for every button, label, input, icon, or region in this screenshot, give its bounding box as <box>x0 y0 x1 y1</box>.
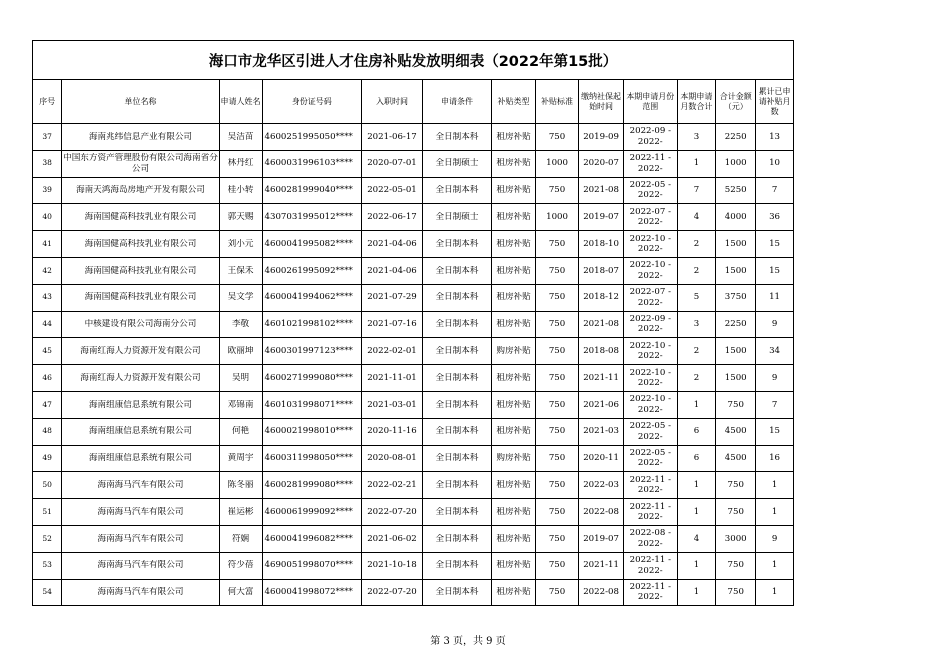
cell-seq: 47 <box>42 399 52 409</box>
cell-condition: 全日制本科 <box>435 533 479 544</box>
cell-applicant: 何大富 <box>227 587 254 598</box>
table-row <box>33 579 794 606</box>
cell-hire-date: 2021-10-18 <box>367 560 417 571</box>
cell-hire-date: 2020-07-01 <box>367 158 417 169</box>
cell-subsidy-standard: 750 <box>548 265 566 276</box>
cell-subsidy-type: 租房补贴 <box>496 560 531 571</box>
cell-amount-total: 4000 <box>724 212 747 223</box>
cell-months-total: 6 <box>693 426 700 437</box>
cell-month-range: 2022-05 - 2022- <box>629 447 671 469</box>
table-row <box>33 472 794 499</box>
cell-months-total: 1 <box>693 587 700 598</box>
cell-amount-total: 750 <box>727 587 744 598</box>
cell-hire-date: 2021-06-02 <box>367 533 417 544</box>
header-social-security-start: 缴纳社保起始时间 <box>579 80 624 124</box>
cell-hire-date: 2022-02-01 <box>367 346 417 357</box>
cell-id-number: 4690051998070**** <box>264 560 353 571</box>
cell-hire-date: 2020-11-16 <box>367 426 417 437</box>
cell-subsidy-standard: 750 <box>548 506 566 517</box>
cell-applicant: 欧丽坤 <box>227 346 254 357</box>
cell-month-range: 2022-11 - 2022- <box>629 581 671 603</box>
table-row <box>33 338 794 365</box>
cell-condition: 全日制本科 <box>435 319 479 330</box>
cell-months-total: 3 <box>693 319 700 330</box>
table-row <box>33 284 794 311</box>
cell-applicant: 符娴 <box>231 533 250 544</box>
cell-subsidy-type: 租房补贴 <box>496 212 531 223</box>
cell-subsidy-type: 租房补贴 <box>496 185 531 196</box>
cell-social-security-start: 2018-10 <box>583 238 619 249</box>
cell-seq: 54 <box>42 587 52 597</box>
cell-condition: 全日制本科 <box>435 238 479 249</box>
cell-company: 海南国健高科技乳业有限公司 <box>84 238 197 249</box>
cell-subsidy-standard: 750 <box>548 533 566 544</box>
cell-company: 海南组康信息系统有限公司 <box>88 453 193 464</box>
cell-id-number: 4600311998050**** <box>264 453 353 464</box>
cell-id-number: 4600251995050**** <box>264 131 353 142</box>
cell-amount-total: 1500 <box>724 265 747 276</box>
cell-company: 海南天鸿海岛房地产开发有限公司 <box>75 185 205 196</box>
cell-company: 海南国健高科技乳业有限公司 <box>84 212 197 223</box>
cell-subsidy-type: 租房补贴 <box>496 131 531 142</box>
cell-company: 海南国健高科技乳业有限公司 <box>84 292 197 303</box>
cell-seq: 38 <box>42 158 52 168</box>
cell-months-total: 2 <box>693 238 700 249</box>
cell-amount-total: 750 <box>727 399 744 410</box>
cell-seq: 51 <box>42 506 52 516</box>
cell-company: 海南海马汽车有限公司 <box>97 533 184 544</box>
cell-hire-date: 2022-05-01 <box>367 185 417 196</box>
table-row <box>33 391 794 418</box>
cell-amount-total: 750 <box>727 560 744 571</box>
cell-amount-total: 1500 <box>724 372 747 383</box>
cell-cumulative-months: 15 <box>769 265 781 276</box>
cell-hire-date: 2022-07-20 <box>367 506 417 517</box>
cell-months-total: 1 <box>693 399 700 410</box>
cell-cumulative-months: 1 <box>771 560 778 571</box>
table-row <box>33 204 794 231</box>
cell-subsidy-standard: 750 <box>548 185 566 196</box>
cell-subsidy-standard: 750 <box>548 453 566 464</box>
cell-seq: 49 <box>42 453 52 463</box>
cell-id-number: 4601021998102**** <box>264 319 353 330</box>
cell-month-range: 2022-10 - 2022- <box>629 260 671 281</box>
cell-social-security-start: 2020-07 <box>583 158 619 169</box>
cell-company: 中核建设有限公司海南分公司 <box>84 319 197 330</box>
header-month-range: 本期申请月份范围 <box>624 80 677 124</box>
cell-amount-total: 4500 <box>724 453 747 464</box>
cell-subsidy-type: 租房补贴 <box>496 372 531 383</box>
cell-month-range: 2022-11 - 2022- <box>629 555 671 576</box>
cell-social-security-start: 2018-12 <box>583 292 619 303</box>
cell-amount-total: 3000 <box>724 533 747 544</box>
table-row <box>33 499 794 526</box>
cell-cumulative-months: 7 <box>771 399 778 410</box>
subsidy-table <box>32 40 794 606</box>
cell-condition: 全日制本科 <box>435 346 479 357</box>
cell-amount-total: 5250 <box>724 185 747 196</box>
cell-applicant: 李敬 <box>231 319 250 330</box>
cell-hire-date: 2022-07-20 <box>367 587 417 598</box>
cell-amount-total: 4500 <box>724 426 747 437</box>
cell-amount-total: 1500 <box>724 346 747 357</box>
header-seq: 序号 <box>33 80 62 124</box>
cell-subsidy-standard: 1000 <box>546 158 568 169</box>
cell-seq: 37 <box>42 131 52 141</box>
cell-month-range: 2022-07 - 2022- <box>629 206 671 228</box>
cell-applicant: 王保禾 <box>227 265 254 276</box>
cell-id-number: 4600021998010**** <box>264 426 353 437</box>
cell-company: 海南国健高科技乳业有限公司 <box>84 265 197 276</box>
cell-month-range: 2022-11 - 2022- <box>629 153 671 174</box>
cell-subsidy-standard: 750 <box>548 372 566 383</box>
cell-subsidy-type: 租房补贴 <box>496 158 531 169</box>
cell-applicant: 刘小元 <box>227 238 254 249</box>
cell-amount-total: 750 <box>727 506 744 517</box>
cell-month-range: 2022-10 - 2022- <box>629 367 671 389</box>
table-row <box>33 418 794 445</box>
cell-company: 海南组康信息系统有限公司 <box>88 426 193 437</box>
cell-cumulative-months: 1 <box>771 587 778 598</box>
cell-applicant: 陈冬丽 <box>227 480 254 490</box>
table-row <box>33 445 794 472</box>
cell-social-security-start: 2021-08 <box>583 319 619 330</box>
cell-subsidy-standard: 750 <box>548 480 566 490</box>
cell-social-security-start: 2019-07 <box>583 533 619 544</box>
cell-amount-total: 2250 <box>724 131 747 142</box>
cell-id-number: 4600041995082**** <box>264 238 353 249</box>
cell-seq: 45 <box>42 346 52 356</box>
table-row <box>33 525 794 552</box>
cell-subsidy-type: 租房补贴 <box>496 506 531 517</box>
cell-cumulative-months: 9 <box>771 372 778 383</box>
cell-hire-date: 2021-07-29 <box>367 292 417 303</box>
cell-months-total: 5 <box>693 292 700 303</box>
cell-months-total: 6 <box>693 453 700 464</box>
cell-amount-total: 750 <box>727 480 744 490</box>
cell-subsidy-type: 租房补贴 <box>496 587 531 598</box>
cell-subsidy-type: 租房补贴 <box>496 265 531 276</box>
cell-company: 海南海马汽车有限公司 <box>97 587 184 598</box>
cell-seq: 46 <box>42 372 52 382</box>
cell-cumulative-months: 7 <box>771 185 778 196</box>
cell-id-number: 4600301997123**** <box>264 346 353 357</box>
table-row <box>33 552 794 579</box>
cell-hire-date: 2021-03-01 <box>367 399 417 410</box>
cell-cumulative-months: 15 <box>769 238 781 249</box>
cell-id-number: 4601031998071**** <box>264 399 353 410</box>
cell-applicant: 吴文学 <box>227 292 254 303</box>
cell-hire-date: 2021-04-06 <box>367 265 417 276</box>
cell-subsidy-standard: 750 <box>548 292 566 303</box>
header-company: 单位名称 <box>62 80 219 124</box>
cell-subsidy-type: 租房补贴 <box>496 480 531 490</box>
cell-cumulative-months: 9 <box>771 319 778 330</box>
cell-condition: 全日制本科 <box>435 480 479 490</box>
cell-hire-date: 2021-07-16 <box>367 319 417 330</box>
cell-condition: 全日制本科 <box>435 506 479 517</box>
cell-id-number: 4600041996082**** <box>264 533 353 544</box>
cell-id-number: 4600261995092**** <box>264 265 353 276</box>
cell-month-range: 2022-05 - 2022- <box>629 179 671 201</box>
table-row <box>33 257 794 284</box>
cell-seq: 42 <box>42 265 52 275</box>
table-row <box>33 365 794 392</box>
cell-months-total: 1 <box>693 506 700 517</box>
cell-month-range: 2022-10 - 2022- <box>629 394 671 415</box>
cell-hire-date: 2022-02-21 <box>367 480 417 490</box>
cell-seq: 43 <box>42 292 52 302</box>
cell-social-security-start: 2022-03 <box>583 480 619 490</box>
cell-hire-date: 2021-04-06 <box>367 238 417 249</box>
cell-subsidy-type: 租房补贴 <box>496 533 531 544</box>
cell-months-total: 2 <box>693 265 700 276</box>
cell-social-security-start: 2021-03 <box>583 426 619 437</box>
cell-month-range: 2022-09 - 2022- <box>629 126 671 147</box>
cell-id-number: 4307031995012**** <box>264 212 353 223</box>
cell-hire-date: 2022-06-17 <box>367 212 417 223</box>
header-subsidy-standard: 补贴标准 <box>536 80 579 124</box>
table-row <box>33 124 794 151</box>
cell-month-range: 2022-10 - 2022- <box>629 233 671 255</box>
cell-month-range: 2022-09 - 2022- <box>629 313 671 335</box>
cell-subsidy-type: 租房补贴 <box>496 292 531 303</box>
header-amount-total: 合计金额（元） <box>716 80 756 124</box>
header-months-total: 本期申请月数合计 <box>677 80 716 124</box>
cell-applicant: 符少蓓 <box>227 560 254 571</box>
cell-subsidy-standard: 750 <box>548 238 566 249</box>
cell-id-number: 4600271999080**** <box>264 372 353 383</box>
cell-social-security-start: 2022-08 <box>583 587 619 598</box>
cell-social-security-start: 2018-07 <box>583 265 619 276</box>
cell-social-security-start: 2021-11 <box>583 560 619 571</box>
cell-amount-total: 1000 <box>724 158 747 169</box>
page-title: 海口市龙华区引进人才住房补贴发放明细表（2022年第15批） <box>33 41 794 80</box>
cell-company: 海南海马汽车有限公司 <box>97 560 184 571</box>
cell-months-total: 1 <box>693 560 700 571</box>
cell-subsidy-standard: 1000 <box>546 212 568 223</box>
cell-months-total: 7 <box>693 185 700 196</box>
cell-subsidy-standard: 750 <box>548 346 566 357</box>
cell-cumulative-months: 10 <box>769 158 781 169</box>
cell-applicant: 吴洁苗 <box>227 131 254 142</box>
cell-condition: 全日制硕士 <box>435 212 479 223</box>
cell-id-number: 4600041998072**** <box>264 587 353 598</box>
cell-month-range: 2022-11 - 2022- <box>629 474 671 496</box>
cell-applicant: 林丹红 <box>227 158 254 169</box>
cell-condition: 全日制本科 <box>435 372 479 383</box>
cell-subsidy-standard: 750 <box>548 587 566 598</box>
cell-applicant: 黄周宇 <box>227 453 254 464</box>
cell-amount-total: 2250 <box>724 319 747 330</box>
cell-condition: 全日制本科 <box>435 399 479 410</box>
cell-subsidy-type: 购房补贴 <box>496 453 531 464</box>
header-subsidy-type: 补贴类型 <box>492 80 536 124</box>
cell-condition: 全日制本科 <box>435 292 479 303</box>
cell-month-range: 2022-10 - 2022- <box>629 340 671 362</box>
cell-condition: 全日制本科 <box>435 453 479 464</box>
cell-company: 中国东方资产管理股份有限公司海南省分公司 <box>63 153 218 174</box>
cell-applicant: 郭天赐 <box>227 212 254 223</box>
cell-social-security-start: 2019-07 <box>583 212 619 223</box>
page-footer: 第 3 页，共 9 页 <box>430 636 506 647</box>
cell-condition: 全日制本科 <box>435 131 479 142</box>
cell-social-security-start: 2021-06 <box>583 399 619 410</box>
header-hire-date: 入职时间 <box>362 80 423 124</box>
cell-company: 海南兆纬信息产业有限公司 <box>88 131 193 142</box>
cell-social-security-start: 2020-11 <box>583 453 619 464</box>
cell-condition: 全日制本科 <box>435 185 479 196</box>
cell-cumulative-months: 9 <box>771 533 778 544</box>
cell-social-security-start: 2019-09 <box>583 131 619 142</box>
cell-month-range: 2022-08 - 2022- <box>629 528 671 549</box>
cell-seq: 50 <box>42 480 52 489</box>
cell-cumulative-months: 1 <box>771 480 778 490</box>
cell-seq: 53 <box>42 560 52 570</box>
cell-applicant: 崔运彬 <box>227 506 254 517</box>
cell-hire-date: 2021-06-17 <box>367 131 417 142</box>
cell-seq: 48 <box>42 426 52 436</box>
cell-condition: 全日制本科 <box>435 587 479 598</box>
cell-seq: 40 <box>42 212 52 222</box>
table-row <box>33 311 794 338</box>
cell-seq: 52 <box>42 533 52 543</box>
cell-cumulative-months: 1 <box>771 506 778 517</box>
header-applicant: 申请人姓名 <box>219 80 262 124</box>
cell-month-range: 2022-07 - 2022- <box>629 287 671 308</box>
cell-cumulative-months: 11 <box>769 292 781 303</box>
cell-subsidy-type: 购房补贴 <box>496 346 531 357</box>
cell-months-total: 1 <box>693 158 700 169</box>
cell-company: 海南红海人力资源开发有限公司 <box>80 346 201 357</box>
cell-social-security-start: 2022-08 <box>583 506 619 517</box>
cell-months-total: 1 <box>693 480 700 490</box>
header-condition: 申请条件 <box>422 80 491 124</box>
cell-applicant: 桂小转 <box>227 185 254 196</box>
cell-cumulative-months: 16 <box>769 453 781 464</box>
table-row <box>33 231 794 258</box>
cell-social-security-start: 2021-11 <box>583 372 619 383</box>
cell-seq: 39 <box>42 185 52 195</box>
cell-subsidy-type: 租房补贴 <box>496 426 531 437</box>
table-row <box>33 177 794 204</box>
cell-condition: 全日制本科 <box>435 265 479 276</box>
cell-applicant: 邓锦南 <box>227 399 254 410</box>
cell-company: 海南海马汽车有限公司 <box>97 506 184 517</box>
cell-subsidy-standard: 750 <box>548 319 566 330</box>
cell-id-number: 4600031996103**** <box>264 158 353 169</box>
cell-social-security-start: 2018-08 <box>583 346 619 357</box>
cell-month-range: 2022-05 - 2022- <box>629 421 671 442</box>
cell-applicant: 何艳 <box>231 426 250 437</box>
table-row <box>33 150 794 177</box>
cell-id-number: 4600061999092**** <box>264 506 353 517</box>
cell-cumulative-months: 36 <box>769 212 781 223</box>
cell-condition: 全日制硕士 <box>435 158 479 169</box>
header-row <box>33 80 794 124</box>
header-cumulative-months: 累计已申请补贴月数 <box>756 80 794 124</box>
cell-hire-date: 2020-08-01 <box>367 453 417 464</box>
cell-months-total: 3 <box>693 131 700 142</box>
cell-cumulative-months: 34 <box>769 346 781 357</box>
cell-amount-total: 1500 <box>724 238 747 249</box>
cell-months-total: 2 <box>693 372 700 383</box>
cell-seq: 41 <box>42 238 52 248</box>
cell-company: 海南组康信息系统有限公司 <box>88 399 193 410</box>
cell-id-number: 4600041994062**** <box>264 292 353 303</box>
cell-condition: 全日制本科 <box>435 560 479 571</box>
cell-months-total: 4 <box>693 212 700 223</box>
cell-company: 海南海马汽车有限公司 <box>97 480 184 490</box>
cell-hire-date: 2021-11-01 <box>367 372 417 383</box>
cell-cumulative-months: 13 <box>769 131 781 142</box>
cell-subsidy-type: 租房补贴 <box>496 319 531 330</box>
header-id-number: 身份证号码 <box>262 80 362 124</box>
cell-seq: 44 <box>42 319 52 329</box>
cell-id-number: 4600281999040**** <box>264 185 353 196</box>
cell-id-number: 4600281999080**** <box>264 480 353 490</box>
cell-subsidy-standard: 750 <box>548 560 566 571</box>
cell-subsidy-type: 租房补贴 <box>496 238 531 249</box>
cell-months-total: 4 <box>693 533 700 544</box>
cell-social-security-start: 2021-08 <box>583 185 619 196</box>
cell-subsidy-standard: 750 <box>548 426 566 437</box>
cell-subsidy-standard: 750 <box>548 131 566 142</box>
cell-company: 海南红海人力资源开发有限公司 <box>80 372 201 383</box>
cell-condition: 全日制本科 <box>435 426 479 437</box>
cell-cumulative-months: 15 <box>769 426 781 437</box>
cell-subsidy-type: 租房补贴 <box>496 399 531 410</box>
cell-months-total: 2 <box>693 346 700 357</box>
cell-amount-total: 3750 <box>724 292 747 303</box>
cell-applicant: 吴明 <box>231 372 250 383</box>
cell-month-range: 2022-11 - 2022- <box>629 501 671 523</box>
cell-subsidy-standard: 750 <box>548 399 566 410</box>
